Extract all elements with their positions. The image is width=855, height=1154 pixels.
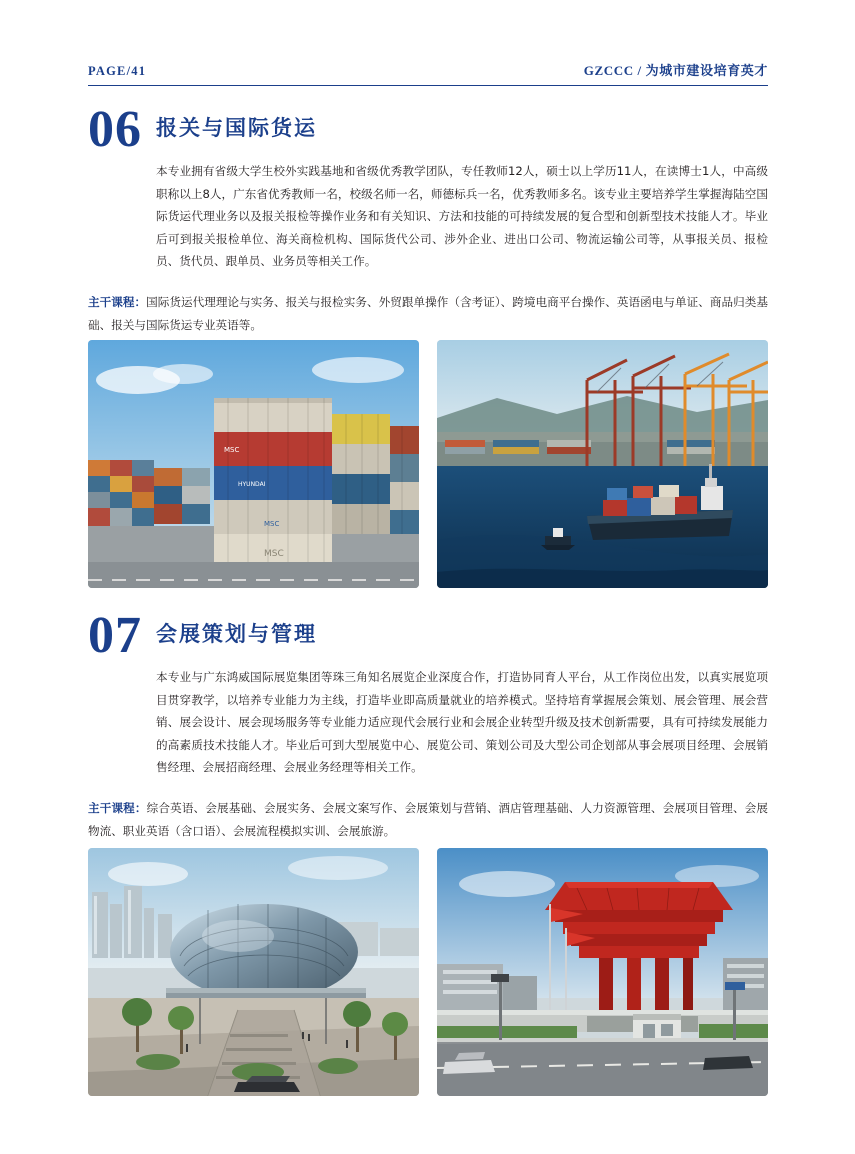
section-07-photo-row: [88, 848, 768, 1096]
section-06-heading: [88, 101, 768, 158]
page-header: [88, 60, 768, 86]
section-06-courses-text: 国际货运代理理论与实务、报关与报检实务、外贸跟单操作（含考证）、跨境电商平台操作、英语函电与单证、商品归类基础、报关与国际货运专业英语等。: [88, 294, 768, 332]
section-07-heading: [88, 607, 768, 664]
section-07-courses: [88, 797, 768, 842]
section-07-number: 07: [88, 607, 142, 664]
page-number-label: PAGE/41: [88, 64, 147, 78]
china-pavilion-photo: [437, 848, 768, 1096]
section-06-title: 报关与国际货运: [156, 116, 317, 140]
section-06-number: 06: [88, 101, 142, 158]
container-port-crane-photo: [437, 340, 768, 588]
svg-text:MSC: MSC: [264, 549, 284, 559]
section-06-courses: [88, 291, 768, 336]
shipping-containers-photo: [88, 340, 419, 588]
section-07-courses-text: 综合英语、会展基础、会展实务、会展文案写作、会展策划与营销、酒店管理基础、人力资源管理、会展项目管理、会展物流、职业英语（含口语）、会展流程模拟实训、会展旅游。: [88, 800, 768, 838]
section-07-body: 本专业与广东鸿威国际展览集团等珠三角知名展览企业深度合作，打造协同育人平台，从工作岗位出发，以真实展览项目贯穿教学，以培养专业能力为主线，打造毕业即高质量就业的培养模式。坚持培育掌握展会策划、展会管理、展会营销、展会设计、展会现场服务等专业能力适应现代会展行业和会展企业转型升级及技术创新需要，具有可持续发展能力的高素质技术技能人才。毕业后可到大型展览中心、展览公司、策划公司及大型公司企划部从事会展项目经理、会展销售经理、会展招商经理、会展业务经理等相关工作。: [156, 670, 768, 775]
section-07: [88, 607, 768, 842]
section-06: [88, 101, 768, 336]
svg-text:MSC: MSC: [264, 520, 280, 528]
exhibition-center-photo: [88, 848, 419, 1096]
section-07-courses-label: 主干课程：: [88, 800, 147, 815]
section-06-courses-label: 主干课程：: [88, 294, 147, 309]
brand-label: GZCCC / 为城市建设培育英才: [583, 63, 768, 78]
section-06-photo-row: [88, 340, 768, 588]
svg-text:HYUNDAI: HYUNDAI: [238, 481, 266, 488]
section-07-title: 会展策划与管理: [156, 622, 317, 646]
section-06-body: 本专业拥有省级大学生校外实践基地和省级优秀教学团队，专任教师12人，硕士以上学历11人，在读博士1人，中高级职称以上8人，广东省优秀教师一名，校级名师一名，师德标兵一名，优秀教师多名。该专业主要培养学生掌握海陆空国际货运代理业务以及报关报检等操作业务和有关知识、方法和技能的可持续发展的复合型和创新型技术技能人才。毕业后可到报关报检单位、海关商检机构、国际货代公司、涉外企业、进出口公司、物流运输公司等，从事报关员、报检员、货代员、跟单员、业务员等相关工作。: [156, 164, 768, 269]
svg-text:MSC: MSC: [224, 446, 240, 454]
